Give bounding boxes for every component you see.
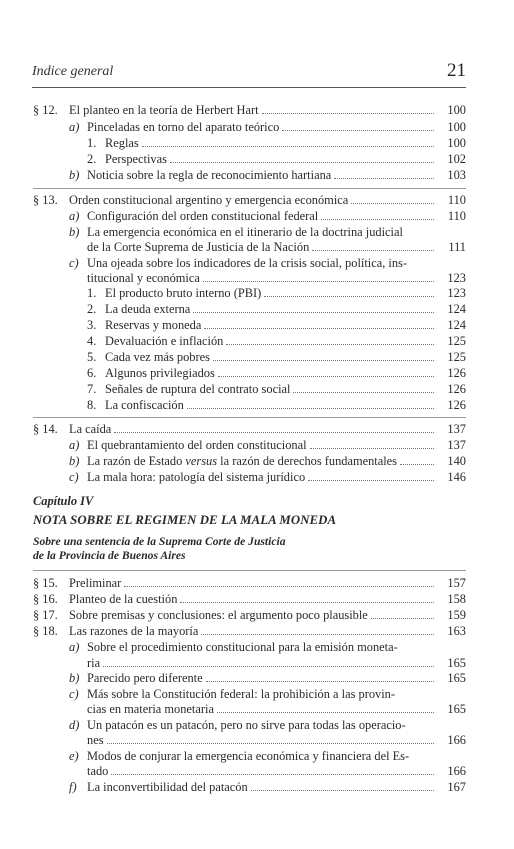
entry-title: Configuración del orden constitucional federal [87,209,319,223]
section-number: § 12. [33,103,58,117]
chapter-subtitle [33,535,286,563]
toc-entry[interactable] [87,318,466,333]
entry-title-continued: de la Corte Suprema de Justicia de la Nación [87,240,310,254]
entry-page: 165 [447,656,466,670]
entry-page: 157 [447,576,466,590]
toc-entry-first-line[interactable] [69,687,466,702]
dot-leader [204,318,434,329]
entry-marker: 2. [87,302,97,316]
toc-entry[interactable] [69,103,466,118]
dot-leader [264,286,434,297]
toc-entry[interactable] [69,193,466,208]
entry-marker: e) [69,749,79,763]
toc-entry[interactable] [69,454,466,469]
entry-title: Una ojeada sobre los indicadores de la crisis social, política, ins- [87,256,407,270]
toc-entry[interactable] [69,671,466,686]
toc-entry[interactable] [87,733,466,748]
entry-marker: b) [69,225,80,239]
entry-marker: b) [69,168,80,182]
toc-entry[interactable] [87,398,466,413]
entry-title-part: la razón de derechos fundamentales [217,454,398,468]
entry-title: Sobre premisas y conclusiones: el argumento poco plausible [69,608,368,622]
entry-title: Pinceladas en torno del aparato teórico [87,120,280,134]
entry-page: 110 [447,209,466,223]
toc-entry[interactable] [87,656,466,671]
toc-entry[interactable] [69,470,466,485]
entry-title: Sobre el procedimiento constitucional para la emisión moneta- [87,640,398,654]
dot-leader [193,302,434,313]
entry-title: La confiscación [105,398,184,412]
dot-leader [262,103,434,114]
entry-title: Parecido pero diferente [87,671,203,685]
toc-entry[interactable] [87,382,466,397]
entry-page: 126 [447,382,466,396]
section-number: § 16. [33,592,58,606]
entry-page: 137 [447,438,466,452]
entry-page: 140 [447,454,466,468]
entry-page: 166 [447,764,466,778]
entry-page: 137 [447,422,466,436]
entry-title: La mala hora: patología del sistema jurídico [87,470,306,484]
entry-page: 100 [447,136,466,150]
dot-leader [351,193,434,204]
chapter-title: NOTA SOBRE EL REGIMEN DE LA MALA MONEDA [33,513,337,527]
entry-page: 167 [447,780,466,794]
toc-entry[interactable] [69,168,466,183]
toc-entry[interactable] [69,592,466,607]
entry-page: 165 [447,671,466,685]
entry-page: 126 [447,366,466,380]
toc-entry[interactable] [87,240,466,255]
dot-leader [187,398,434,409]
entry-title: Preliminar [69,576,122,590]
entry-title-emphasis: versus [185,454,218,468]
dot-leader [206,671,434,682]
dot-leader [308,470,434,481]
entry-page: 111 [448,240,466,254]
entry-page: 124 [447,318,466,332]
section-number: § 14. [33,422,58,436]
dot-leader [142,136,434,147]
entry-title: La caída [69,422,112,436]
entry-title-continued: nes [87,733,104,747]
entry-title: Perspectivas [105,152,167,166]
toc-entry[interactable] [69,422,466,437]
toc-entry[interactable] [69,209,466,224]
dot-leader [310,438,434,449]
entry-title: El planteo en la teoría de Herbert Hart [69,103,259,117]
entry-page: 123 [447,286,466,300]
entry-marker: 6. [87,366,97,380]
toc-entry-first-line[interactable] [69,749,466,764]
entry-page: 124 [447,302,466,316]
section-divider [33,417,466,418]
entry-page: 158 [447,592,466,606]
entry-marker: 8. [87,398,97,412]
toc-entry[interactable] [69,576,466,591]
entry-marker: 1. [87,136,97,150]
dot-leader [107,733,434,744]
entry-marker: a) [69,640,80,654]
entry-title: Señales de ruptura del contrato social [105,382,291,396]
entry-title-part: La razón de Estado [87,454,186,468]
section-number: § 15. [33,576,58,590]
chapter-subtitle-line: de la Provincia de Buenos Aires [33,549,186,562]
entry-page: 102 [447,152,466,166]
dot-leader [293,382,434,393]
entry-title: Devaluación e inflación [105,334,224,348]
section-number: § 17. [33,608,58,622]
entry-title: Un patacón es un patacón, pero no sirve para todas las operacio- [87,718,406,732]
entry-title: Planteo de la cuestión [69,592,178,606]
section-divider [33,570,466,571]
toc-entry-first-line[interactable] [69,225,466,240]
entry-title [87,454,397,469]
entry-page: 165 [447,702,466,716]
entry-page: 166 [447,733,466,747]
toc-entry[interactable] [87,350,466,365]
dot-leader [213,350,434,361]
toc-entry[interactable] [87,271,466,286]
dot-leader [124,576,434,587]
entry-page: 100 [447,103,466,117]
dot-leader [103,656,434,667]
dot-leader [217,702,434,713]
page-number: 21 [447,60,466,81]
header-rule [32,87,466,88]
dot-leader [226,334,434,345]
entry-marker: c) [69,470,79,484]
entry-marker: c) [69,256,79,270]
entry-page: 126 [447,398,466,412]
entry-title: Cada vez más pobres [105,350,210,364]
dot-leader [180,592,434,603]
entry-marker: a) [69,438,80,452]
entry-page: 110 [447,193,466,207]
entry-page: 123 [447,271,466,285]
running-head-title: Indice general [32,64,114,79]
entry-marker: f) [69,780,77,794]
toc-entry[interactable] [87,302,466,317]
dot-leader [321,209,434,220]
dot-leader [312,240,434,251]
entry-marker: 2. [87,152,97,166]
section-number: § 18. [33,624,58,638]
toc-entry[interactable] [87,136,466,151]
entry-marker: b) [69,454,80,468]
entry-marker: a) [69,120,80,134]
toc-entry[interactable] [87,286,466,301]
dot-leader [218,366,434,377]
toc-entry[interactable] [69,780,466,795]
toc-entry[interactable] [87,334,466,349]
entry-title: El producto bruto interno (PBI) [105,286,262,300]
entry-marker: 5. [87,350,97,364]
dot-leader [371,608,434,619]
entry-page: 125 [447,350,466,364]
entry-title: Algunos privilegiados [105,366,215,380]
entry-title: Las razones de la mayoría [69,624,199,638]
entry-marker: d) [69,718,80,732]
dot-leader [111,764,434,775]
entry-title: La deuda externa [105,302,191,316]
chapter-label: Capítulo IV [33,494,94,508]
entry-page: 159 [447,608,466,622]
running-head [32,60,466,84]
entry-title-continued: tado [87,764,109,778]
entry-marker: 4. [87,334,97,348]
toc-entry-first-line[interactable] [69,640,466,655]
entry-title: Modos de conjurar la emergencia económica y financiera del Es- [87,749,410,763]
entry-title: La emergencia económica en el itinerario de la doctrina judicial [87,225,403,239]
dot-leader [201,624,434,635]
entry-title: Orden constitucional argentino y emergencia económica [69,193,349,207]
dot-leader [251,780,434,791]
entry-page: 100 [447,120,466,134]
entry-marker: 7. [87,382,97,396]
toc-entry[interactable] [69,608,466,623]
entry-title-continued: ria [87,656,101,670]
entry-page: 163 [447,624,466,638]
entry-page: 103 [447,168,466,182]
toc-entry[interactable] [87,152,466,167]
dot-leader [114,422,434,433]
toc-entry[interactable] [69,438,466,453]
toc-entry-first-line[interactable] [69,256,466,271]
dot-leader [334,168,434,179]
entry-title: Más sobre la Constitución federal: la prohibición a las provin- [87,687,395,701]
entry-page: 146 [447,470,466,484]
entry-marker: b) [69,671,80,685]
section-number: § 13. [33,193,58,207]
entry-page: 125 [447,334,466,348]
toc-entry-first-line[interactable] [69,718,466,733]
dot-leader [400,454,434,465]
entry-title: Noticia sobre la regla de reconocimiento hartiana [87,168,332,182]
entry-marker: 3. [87,318,97,332]
entry-title-continued: cias en materia monetaria [87,702,214,716]
entry-title-continued: titucional y económica [87,271,200,285]
toc-entry[interactable] [87,764,466,779]
entry-marker: a) [69,209,80,223]
dot-leader [203,271,434,282]
entry-marker: c) [69,687,79,701]
entry-title: Reservas y moneda [105,318,202,332]
chapter-subtitle-line: Sobre una sentencia de la Suprema Corte de Justicia [33,535,286,548]
entry-title: Reglas [105,136,139,150]
toc-entry[interactable] [87,702,466,717]
toc-entry[interactable] [87,366,466,381]
dot-leader [170,152,434,163]
toc-entry[interactable] [69,120,466,135]
dot-leader [282,120,434,131]
toc-entry[interactable] [69,624,466,639]
section-divider [33,188,466,189]
entry-title: La inconvertibilidad del patacón [87,780,248,794]
entry-title: El quebrantamiento del orden constitucional [87,438,307,452]
entry-marker: 1. [87,286,97,300]
